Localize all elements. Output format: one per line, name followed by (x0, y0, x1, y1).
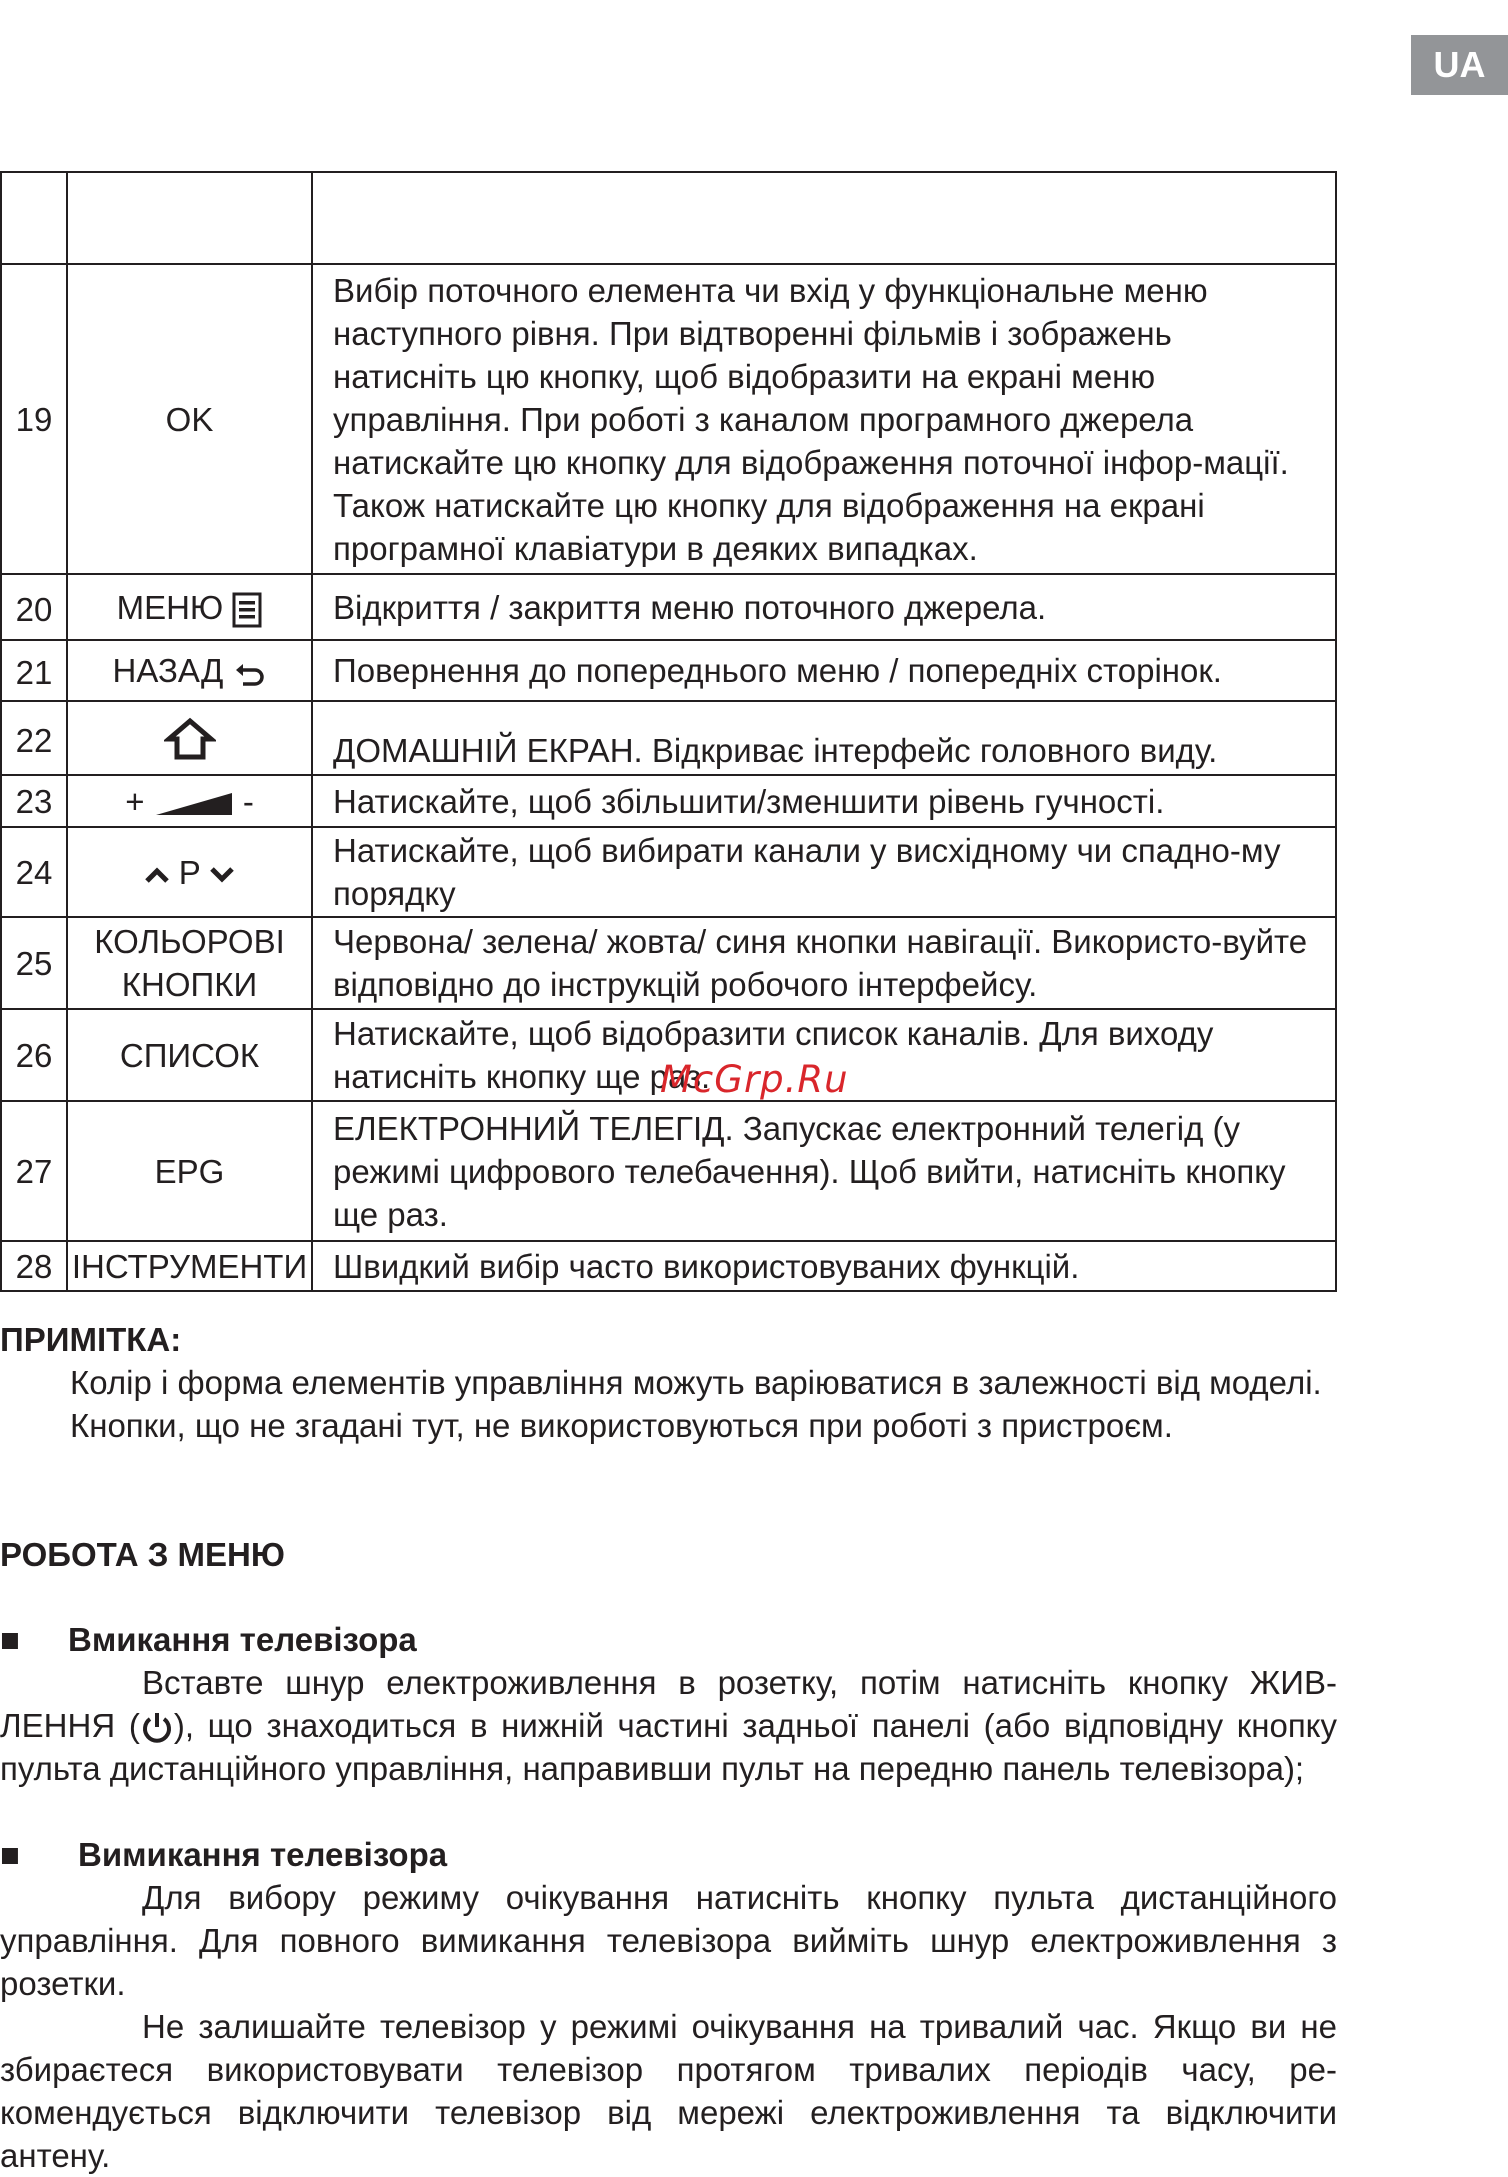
back-arrow-icon (233, 660, 267, 686)
key-number: 26 (1, 1009, 67, 1101)
table-row (1, 574, 1336, 640)
volume-minus-label: - (242, 782, 254, 820)
table-header-row (1, 172, 1336, 264)
remote-keys-table (0, 171, 1337, 1292)
key-number: 27 (1, 1101, 67, 1241)
key-name: P (178, 853, 201, 891)
key-name: EPG (67, 1101, 312, 1241)
key-number: 20 (1, 574, 67, 640)
key-description: Вибір поточного елемента чи вхід у функціональне меню наступного рівня. При відтворенні фільмів і зображень натисніть цю кнопку, щоб відобразити на екрані меню управління. При роботі з каналом програмного джерела натискайте цю кнопку для відображення поточної інфор-мації. Також натискайте цю кнопку для відображення на екрані програмної клавіатури в деяких випадках. (312, 264, 1336, 574)
table-row (1, 701, 1336, 775)
note-line-2: Кнопки, що не згадані тут, не використовуються при роботі з пристроєм. (70, 1407, 1173, 1444)
key-number: 25 (1, 917, 67, 1009)
bullet: ■ (0, 1836, 20, 1873)
key-description: Натискайте, щоб відобразити список каналів. Для виходу натисніть кнопку ще раз. (312, 1009, 1336, 1101)
key-name-cell (67, 574, 312, 640)
key-description: Повернення до попереднього меню / попередніх сторінок. (312, 640, 1336, 701)
power-on-title: Вмикання телевізора (68, 1621, 417, 1658)
power-on-block (0, 1618, 1337, 1790)
chevron-up-icon (144, 865, 170, 885)
key-name: КОЛЬОРОВІ КНОПКИ (67, 917, 312, 1009)
key-name-cell (67, 701, 312, 775)
note-block (0, 1318, 1337, 1447)
chevron-down-icon (209, 865, 235, 885)
volume-plus-label: + (125, 782, 145, 820)
volume-wedge-icon (154, 791, 234, 817)
home-icon (164, 717, 216, 761)
standby-warning-text: Не залишайте телевізор у режимі очікування на тривалий час. Якщо ви не збираєтеся використовувати телевізор протягом тривалих періодів часу, ре-комендується відключити телевізор від мережі електроживлення та відключити антену. (0, 2008, 1337, 2174)
key-description: ЕЛЕКТРОННИЙ ТЕЛЕГІД. Запускає електронний телегід (у режимі цифрового телебачення). Щоб вийти, натисніть кнопку ще раз. (312, 1101, 1336, 1241)
power-off-text: Для вибору режиму очікування натисніть кнопку пульта дистанційного управління. Для повного вимикання телевізора вийміть шнур електроживлення з розетки. (0, 1879, 1337, 2002)
table-row (1, 917, 1336, 1009)
key-name: ІНСТРУМЕНТИ (67, 1241, 312, 1291)
section-title: РОБОТА З МЕНЮ (0, 1536, 285, 1573)
key-name-cell (67, 775, 312, 827)
key-name-cell (67, 640, 312, 701)
bullet: ■ (0, 1621, 20, 1658)
power-icon (140, 1710, 174, 1746)
table-row (1, 640, 1336, 701)
note-title: ПРИМІТКА: (0, 1321, 182, 1358)
key-name: OK (67, 264, 312, 574)
key-number: 22 (1, 701, 67, 775)
key-description: Червона/ зелена/ жовта/ синя кнопки навігації. Використо-вуйте відповідно до інструкцій робочого інтерфейсу. (312, 917, 1336, 1009)
note-line-1: Колір і форма елементів управління можуть варіюватися в залежності від моделі. (70, 1364, 1322, 1401)
key-description: Натискайте, щоб вибирати канали у висхідному чи спадно-му порядку (312, 827, 1336, 917)
table-row (1, 827, 1336, 917)
key-number: 21 (1, 640, 67, 701)
table-row (1, 1101, 1336, 1241)
key-description: Швидкий вибір часто використовуваних функцій. (312, 1241, 1336, 1291)
key-number: 24 (1, 827, 67, 917)
key-description: Відкриття / закриття меню поточного джерела. (312, 574, 1336, 640)
key-number: 23 (1, 775, 67, 827)
key-name: НАЗАД (112, 652, 224, 689)
key-name: СПИСОК (67, 1009, 312, 1101)
power-off-title: Вимикання телевізора (78, 1836, 448, 1873)
language-tab: UA (1411, 35, 1508, 95)
key-description: Натискайте, щоб збільшити/зменшити рівень гучності. (312, 775, 1336, 827)
key-number: 19 (1, 264, 67, 574)
menu-list-icon (232, 592, 262, 628)
table-row (1, 1241, 1336, 1291)
key-name: МЕНЮ (116, 588, 224, 626)
power-off-block (0, 1833, 1337, 2177)
table-row (1, 264, 1336, 574)
key-name-cell (67, 827, 312, 917)
key-number: 28 (1, 1241, 67, 1291)
power-on-text: Вставте шнур електроживлення в розетку, потім натисніть кнопку ЖИВ-ЛЕННЯ ( ), що знаходиться в нижній частині задньої панелі (або відповідну кнопку пульта дистанційного управління, направивши пульт на передню панель телевізора); (0, 1664, 1337, 1787)
key-description: ДОМАШНІЙ ЕКРАН. Відкриває інтерфейс головного виду. (312, 701, 1336, 775)
table-row (1, 775, 1336, 827)
watermark: McGrp.Ru (660, 1058, 849, 1101)
